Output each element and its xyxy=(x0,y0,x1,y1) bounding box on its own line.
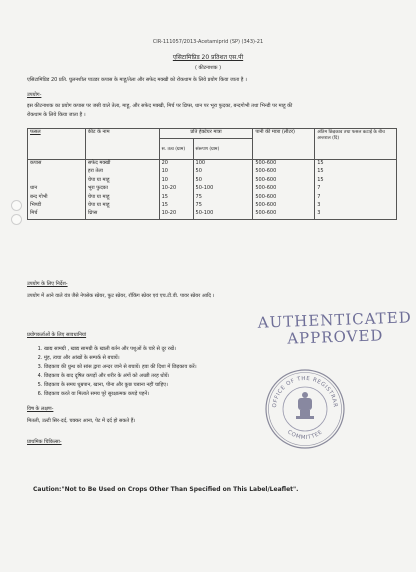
list-item: 4. छिड़काव के बाद दूषित कपड़ों और शरीर के अंगों को अच्छी तरह धोयें। xyxy=(44,372,197,381)
cell-pest: चेपा या माहू xyxy=(85,177,159,185)
cell-pest: भूरा फुदका xyxy=(85,185,159,193)
cell-crop xyxy=(28,168,86,176)
cell-crop: मिर्च xyxy=(28,210,86,219)
stamp-line-1: AUTHENTICATED xyxy=(257,308,413,332)
cell-pest: हरा तेला xyxy=(85,168,159,176)
cell-water: 500-600 xyxy=(253,210,315,219)
cell-ai: 10 xyxy=(159,168,193,176)
cell-ai: 10-20 xyxy=(159,210,193,219)
document-subtitle: ( कीटनाशक ) xyxy=(194,65,222,71)
table-row xyxy=(28,160,397,169)
cell-phi: 15 xyxy=(315,168,397,176)
table-row xyxy=(28,177,397,185)
poison-text: मितली, उल्टी सिर-दर्द, चक्कर आना, पेट में दर्द हो सकते हैं। xyxy=(27,418,136,424)
cell-crop xyxy=(28,177,86,185)
cell-form: 50 xyxy=(193,177,253,185)
precautions-list xyxy=(36,345,197,399)
cell-ai: 10 xyxy=(159,177,193,185)
precautions-heading: प्रयोगकर्ताओं के लिए सावधानियां xyxy=(27,332,87,338)
cell-pest: थ्रिप्स xyxy=(85,210,159,219)
punch-hole xyxy=(11,200,22,211)
table-row xyxy=(28,202,397,210)
list-item: 6. छिड़काव करते या मिलाते समय पूरे सुरक्षात्मक कपड़े पहनें। xyxy=(44,390,197,399)
cell-form: 50-100 xyxy=(193,185,253,193)
table-row xyxy=(28,185,397,193)
cell-crop: कपास xyxy=(28,160,86,169)
authenticated-stamp xyxy=(257,309,412,347)
cell-form: 50 xyxy=(193,168,253,176)
cell-form: 75 xyxy=(193,202,253,210)
header-phi: अंतिम छिड़काव तथा फसल कटाई के बीच अन्तराल (दि) xyxy=(315,129,397,160)
emblem-icon xyxy=(296,392,314,419)
caution-text: Caution:"Not to Be Used on Crops Other Than Specified on This Label/Leaflet". xyxy=(33,486,299,493)
registrar-seal xyxy=(264,368,346,450)
list-item: 2. मुंह, त्वचा और आंखों के सम्पर्क से बचायें। xyxy=(44,354,197,363)
cell-phi: 15 xyxy=(315,160,397,169)
usage-heading: उपयोग- xyxy=(27,92,42,98)
cell-form: 75 xyxy=(193,194,253,202)
cell-form: 50-100 xyxy=(193,210,253,219)
header-pest: कीट के नाम xyxy=(85,129,159,160)
table-row xyxy=(28,168,397,176)
cell-ai: 20 xyxy=(159,160,193,169)
seal-text-top: OFFICE OF THE REGISTRAR xyxy=(271,375,339,409)
list-item: 5. छिड़काव के समय धूम्रपान, खाना, पीना और कुछ चबाना नहीं चाहिए। xyxy=(44,381,197,390)
cell-phi: 7 xyxy=(315,185,397,193)
cell-pest: चेपा या माहू xyxy=(85,202,159,210)
cell-water: 500-600 xyxy=(253,185,315,193)
cell-phi: 3 xyxy=(315,210,397,219)
cell-ai: 15 xyxy=(159,202,193,210)
seal-text-bottom: COMMITTEE xyxy=(286,429,324,442)
cell-ai: 15 xyxy=(159,194,193,202)
cell-water: 500-600 xyxy=(253,168,315,176)
cell-phi: 7 xyxy=(315,194,397,202)
header-dose: प्रति हेक्टेयर मात्रा xyxy=(159,129,253,139)
subheader-formulation: संरूपण (ग्राम) xyxy=(193,139,253,160)
cell-pest: चेपा या माहू xyxy=(85,194,159,202)
cell-water: 500-600 xyxy=(253,194,315,202)
stamp-line-2: APPROVED xyxy=(286,325,384,348)
method-text: उपयोग में आने वाले यंत्र जैसे नेपसेक स्प्रेयर, फुट स्प्रेयर, रॉकिंग स्प्रेयर एवं एच.टी.वी. पावर स्प्रेयर आदि । xyxy=(27,293,215,299)
subheader-ai: स. तत्व (ग्राम) xyxy=(159,139,193,160)
cell-ai: 10-20 xyxy=(159,185,193,193)
method-heading: उपयोग के लिए निर्देश- xyxy=(27,281,68,287)
list-item: 1. खाद्य सामग्री , खाद्य सामग्री के खाली बर्तन और पशुओं के चारे से दूर रखें। xyxy=(44,345,197,354)
cell-water: 500-600 xyxy=(253,177,315,185)
reference-number: CIR-111057/2013-Acetamiprid (SP) (343)-21 xyxy=(152,39,264,45)
table-row xyxy=(28,210,397,219)
poison-heading: विष के लक्षण- xyxy=(27,406,54,412)
table-row xyxy=(28,194,397,202)
cell-water: 500-600 xyxy=(253,160,315,169)
cell-phi: 15 xyxy=(315,177,397,185)
header-crop: फसल xyxy=(28,129,86,160)
dosage-table xyxy=(27,128,397,220)
cell-crop: बन्द गोभी xyxy=(28,194,86,202)
punch-hole xyxy=(11,214,22,225)
cell-crop: धान xyxy=(28,185,86,193)
header-water: पानी की मात्रा (लीटर) xyxy=(253,129,315,160)
cell-crop: भिण्डी xyxy=(28,202,86,210)
intro-text: एसिटामिप्रिड 20 प्रति. घुलनशील पाउडर कपास के माहू/तेला और सफेद मक्खी को रोकथाम के लिये प्रयोग किया जाता है । xyxy=(27,77,247,83)
document-title: एसिटामिप्रिड 20 प्रतिशत एस.पी xyxy=(172,54,244,61)
usage-line-1: इस कीटनाशक का प्रयोग कपास पर जसी वाले तेला, माहू, और सफेद मक्खी, मिर्च पर थ्रिप्स, धान पर भूरा फुदका, बन्दगोभी तथा भिन्डी पर माहू की xyxy=(27,103,293,109)
usage-line-2: रोकथाम के लिये किया जाता है । xyxy=(27,112,86,118)
first-aid-heading: प्राथमिक चिकित्सा- xyxy=(27,439,62,445)
list-item: 3. छिड़काव की धुन्ध को सांस द्वारा अन्दर जाने से बचायें। हवा की दिशा में छिड़काव करें। xyxy=(44,363,197,372)
cell-water: 500-600 xyxy=(253,202,315,210)
cell-form: 100 xyxy=(193,160,253,169)
cell-pest: सफेद मक्खी xyxy=(85,160,159,169)
cell-phi: 3 xyxy=(315,202,397,210)
table-header-row xyxy=(28,129,397,139)
